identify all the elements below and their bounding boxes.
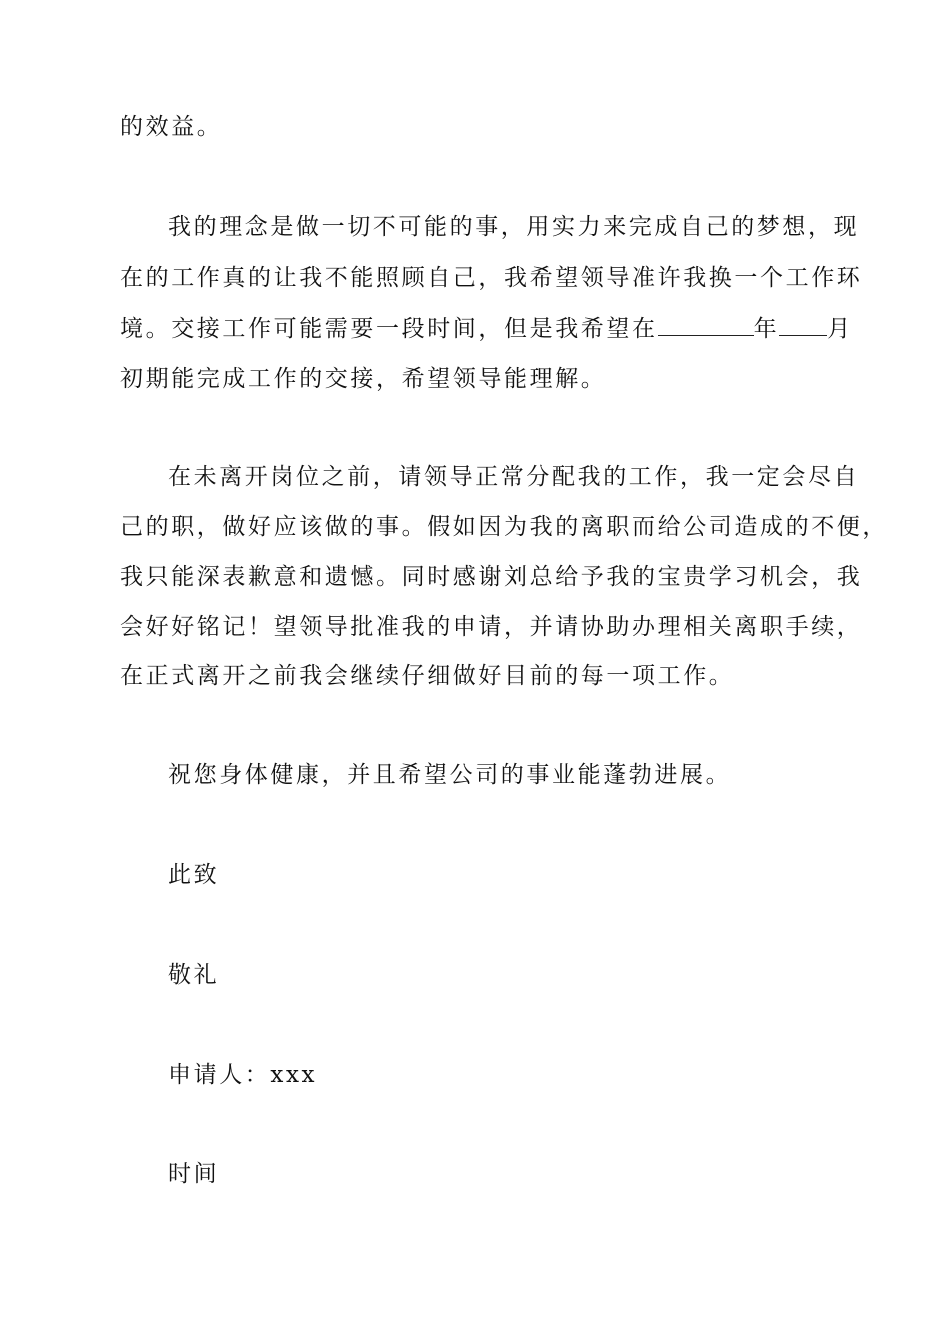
year-blank: [658, 315, 754, 336]
month-label: 月: [827, 316, 853, 342]
paragraph-2-line-2: 在的工作真的让我不能照顾自己，我希望领导准许我换一个工作环: [120, 265, 863, 291]
year-label: 年: [753, 316, 780, 342]
closing-cizhi: 此致: [168, 862, 220, 888]
date-label: 时间: [168, 1161, 220, 1187]
wish-line: 祝您身体健康，并且希望公司的事业能蓬勃进展。: [168, 762, 732, 788]
paragraph-2-line-1: 我的理念是做一切不可能的事，用实力来完成自己的梦想，现: [168, 214, 860, 240]
applicant-line: 申请人：xxx: [168, 1062, 318, 1088]
paragraph-2-line-4: 初期能完成工作的交接，希望领导能理解。: [120, 366, 607, 392]
paragraph-2-line-3-text: 境。交接工作可能需要一段时间，但是我希望在: [120, 316, 658, 342]
month-blank: [779, 315, 827, 336]
paragraph-3-line-1: 在未离开岗位之前，请领导正常分配我的工作，我一定会尽自: [168, 464, 860, 490]
paragraph-3-line-3: 我只能深表歉意和遗憾。同时感谢刘总给予我的宝贵学习机会，我: [120, 564, 863, 590]
closing-jingli: 敬礼: [168, 962, 220, 988]
paragraph-3-line-5: 在正式离开之前我会继续仔细做好目前的每一项工作。: [120, 663, 735, 689]
paragraph-3-line-4: 会好好铭记！望领导批准我的申请，并请协助办理相关离职手续，: [120, 614, 863, 640]
previous-paragraph-ending: 的效益。: [120, 114, 223, 140]
paragraph-2-line-3: [120, 314, 853, 344]
paragraph-3-line-2: 己的职，做好应该做的事。假如因为我的离职而给公司造成的不便，: [120, 514, 888, 540]
